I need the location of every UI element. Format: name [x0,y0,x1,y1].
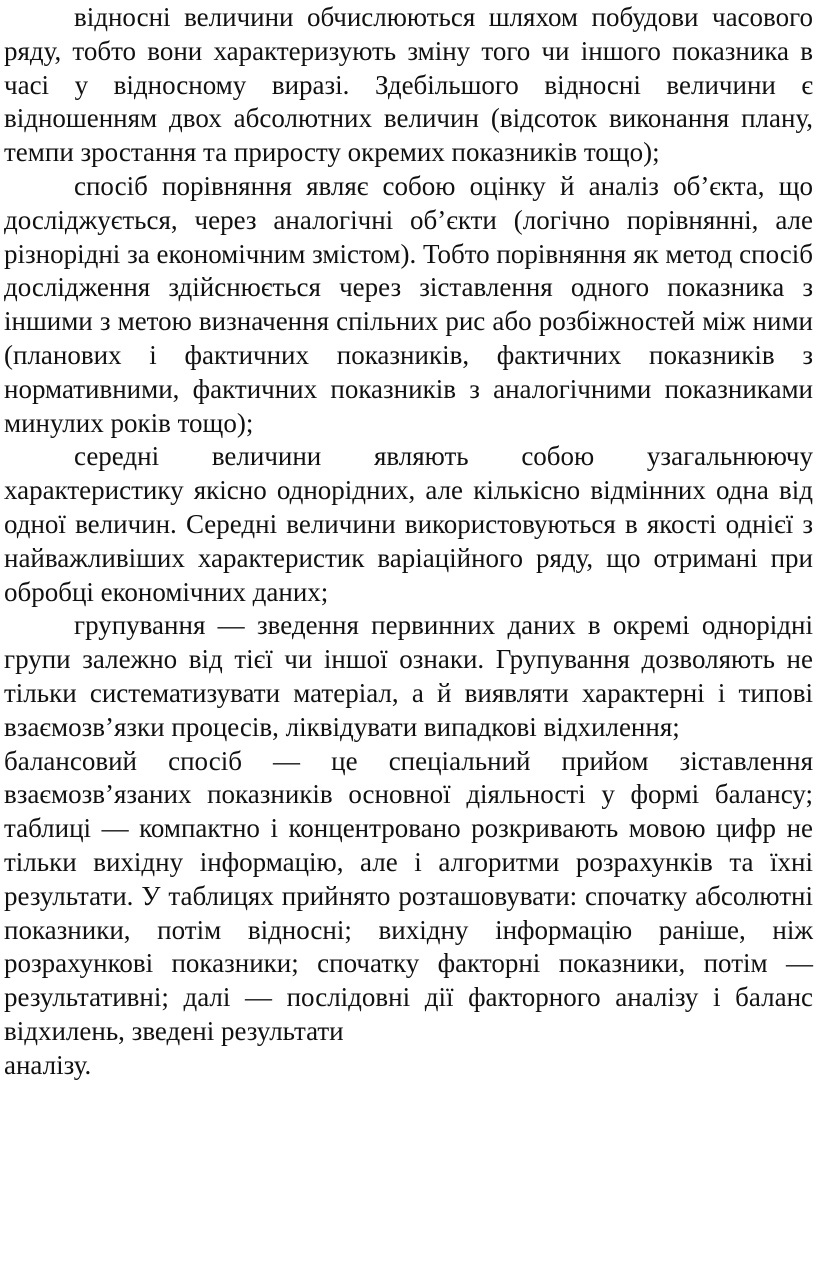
paragraph-relative-values: відносні величини обчислюються шляхом побудови часового ряду, тобто вони характеризують зміну того чи іншого показника в часі у відносному виразі. Здебільшого відносні величини є відношенням двох абсолютних величин (відсоток виконання плану, темпи зростання та приросту окремих показників тощо); [4,2,813,168]
paragraph-comparison-method: спосіб порівняння являє собою оцінку й аналіз об’єкта, що досліджується, через аналогічні об’єкти (логічно порівнянні, але різнорідні за економічним змістом). Тобто порівняння як метод спосіб дослідження здійснюється через зіставлення одного показника з іншими з метою визначення спільних рис або розбіжностей між ними (планових і фактичних показників, фактичних показників з нормативними, фактичних показників з аналогічними показниками минулих років тощо); [4,170,813,438]
paragraph-grouping: групування — зведення первинних даних в окремі однорідні групи залежно від тієї чи іншої ознаки. Групування дозволяють не тільки систематизувати матеріал, а й виявляти характерні і типові взаємозв’язки процесів, ліквідувати випадкові відхилення; [4,610,813,742]
paragraph-average-values: середні величини являють собою узагальнюючу характеристику якісно однорідних, але кількісно відмінних одна від одної величин. Середні величини використовуються в якості однієї з найважливіших характеристик варіаційного ряду, що отримані при обробці економічних даних; [4,441,813,607]
closing-word: аналізу. [4,1049,92,1080]
paragraph-balance-method: балансовий спосіб — це спеціальний прийом зіставлення взаємозв’язаних показників основної діяльності у формі балансу; таблиці — компактно і концентровано розкривають мовою цифр не тільки вихідну інформацію, але і алгоритми розрахунків та їхні результати. У таблицях прийнято розташовувати: спочатку абсолютні показники, потім відносні; вихідну інформацію раніше, ніж розрахункові показники; спочатку факторні показники, потім — результативні; далі — послідовні дії факторного аналізу і баланс відхилень, зведені результати [4,745,813,1046]
